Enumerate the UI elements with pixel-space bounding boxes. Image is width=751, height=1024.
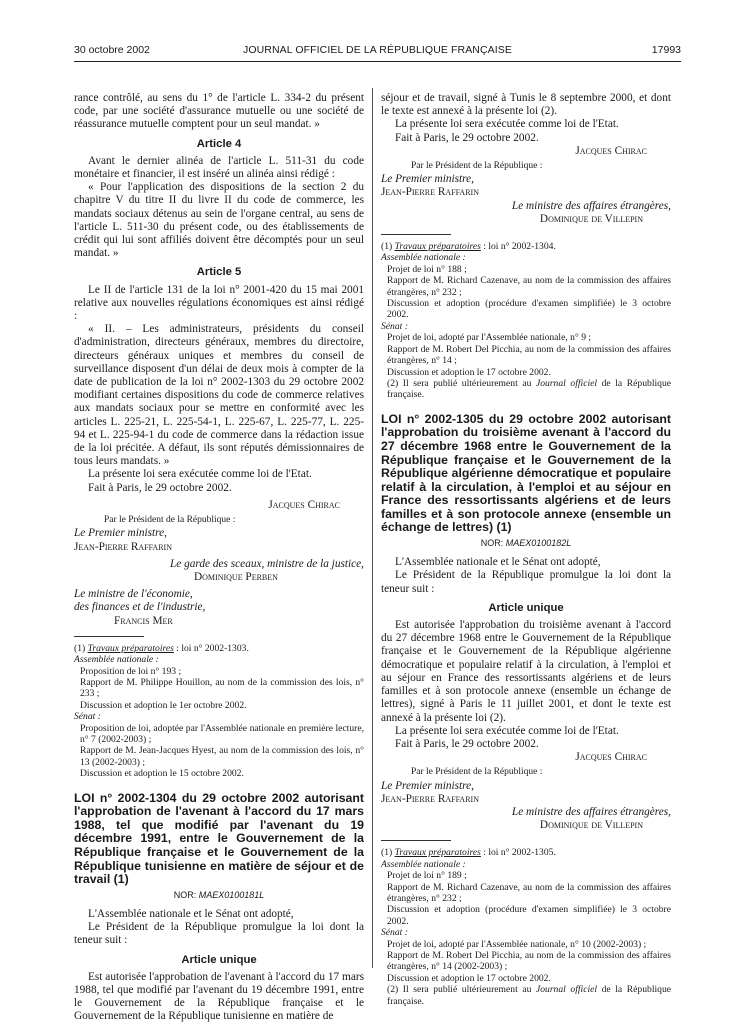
president-signature: Jacques Chirac <box>575 751 647 764</box>
article-unique-heading: Article unique <box>181 953 257 966</box>
travaux-label: Travaux préparatoires <box>394 241 481 253</box>
president-signature: Jacques Chirac <box>268 498 340 511</box>
mae-title: Le ministre des affaires étrangères, <box>511 199 671 212</box>
eco-name: Francis Mer <box>114 614 173 627</box>
execution-clause: La présente loi sera exécutée comme loi de l'Etat. <box>88 468 312 481</box>
eco-title: Le ministre de l'économie, <box>74 588 193 601</box>
pm-title: Le Premier ministre, <box>381 779 474 792</box>
paragraph: Le Président de la République promulgue la loi dont la teneur suit : <box>381 569 671 595</box>
par-president: Par le Président de la République : <box>411 161 543 172</box>
mae-title: Le ministre des affaires étrangères, <box>511 805 671 818</box>
paragraph: Le II de l'article 131 de la loi n° 2001-420 du 15 mai 2001 relative aux nouvelles régulations économiques est ainsi rédigé : <box>74 283 364 323</box>
mae-name: Dominique de Villepin <box>539 212 643 225</box>
garde-title: Le garde des sceaux, ministre de la justice, <box>170 557 364 570</box>
travaux-preparatoires: (1) Travaux préparatoires : loi n° 2002-1304. Assemblée nationale : Projet de loi n° 188 ; Rapport de M. Richard Cazenave, au nom de la commission des affaires étrangères, n° 232 ; Discussion et adoption (procédure d'examen simplifiée) le 3 octobre 2002. Sénat : Projet de loi, adopté par l'Assemblée nationale, n° 9 ; Rapport de M. Robert Del Picchia, au nom de la commission des affaires étrangères, n° 14 ; Discussion et adoption le 17 octobre 2002. (2) Il sera publié ultérieurement au Journal officiel de la République française. <box>381 241 672 401</box>
paragraph: « II. – Les administrateurs, présidents du conseil d'administration, directeurs généraux, membres du directoire, directeurs généraux uniques et membres du conseil de surveillance disposent d'un délai de deux mois à compter de la date de publication de la loi n° 2002-1303 du 29 octobre 2002 modifiant certaines dispositions du code de commerce relatives aux mandats sociaux pour se mettre en conformité avec les articles L. 225-21, L. 225-54-1, L. 225-67, L. 225-77, L. 225-94 et L. 225-94-1 du code de commerce dans la rédaction issue de la loi précitée. A défaut, ils sont réputés démissionnaires de tous leurs mandats. » <box>74 323 364 468</box>
paragraph: séjour et de travail, signé à Tunis le 8 septembre 2000, et dont le texte est annexé à la présente loi (2). <box>381 92 671 118</box>
pm-name: Jean-Pierre Raffarin <box>74 540 172 553</box>
separator <box>381 234 451 235</box>
travaux-label: Travaux préparatoires <box>394 847 481 859</box>
pm-name: Jean-Pierre Raffarin <box>381 792 479 805</box>
separator <box>381 840 451 841</box>
signing-date: Fait à Paris, le 29 octobre 2002. <box>88 481 232 494</box>
page-header <box>74 42 681 60</box>
pm-title: Le Premier ministre, <box>381 173 474 186</box>
pm-title: Le Premier ministre, <box>74 527 167 540</box>
paragraph: « Pour l'application des dispositions de la section 2 du chapitre V du titre II du livre II du code de commerce, les mandats sociaux détenus au sein de l'organe central, au sens de l'article L. 511-30 du présent code, ou des établissements de crédit qui lui sont affiliés doivent être décomptés pour un seul mandat. » <box>74 181 364 260</box>
article-unique-heading: Article unique <box>488 601 564 614</box>
par-president: Par le Président de la République : <box>104 515 236 526</box>
nor-reference: NOR: MAEX0100181L <box>173 889 265 900</box>
par-president: Par le Président de la République : <box>411 767 543 778</box>
signing-date: Fait à Paris, le 29 octobre 2002. <box>395 737 539 750</box>
eco-title-2: des finances et de l'industrie, <box>74 601 206 614</box>
execution-clause: La présente loi sera exécutée comme loi de l'Etat. <box>395 724 619 737</box>
signing-date: Fait à Paris, le 29 octobre 2002. <box>395 131 539 144</box>
travaux-preparatoires: (1) Travaux préparatoires : loi n° 2002-1305. Assemblée nationale : Projet de loi n° 189 ; Rapport de M. Richard Cazenave, au nom de la commission des affaires étrangères, n° 232 ; Discussion et adoption (procédure d'examen simplifiée) le 3 octobre 2002. Sénat : Projet de loi, adopté par l'Assemblée nationale, n° 10 (2002-2003) ; Rapport de M. Robert Del Picchia, au nom de la commission des affaires étrangères, n° 14 (2002-2003) ; Discussion et adoption le 17 octobre 2002. (2) Il sera publié ultérieurement au Journal officiel de la République française. <box>381 847 672 1007</box>
left-column <box>74 92 364 1024</box>
column-divider <box>372 88 373 968</box>
loi-1305-title: LOI n° 2002-1305 du 29 octobre 2002 autorisant l'approbation du troisième avenant à l'accord du 27 décembre 1968 entre le Gouvernement de la République française et le Gouvernement de la République algérienne démocratique et populaire relatif à la circulation, à l'emploi et au séjour en France des ressortissants algériens et de leurs familles et à son protocole annexe (ensemble un échange de lettres) (1) <box>381 411 671 535</box>
paragraph: Est autorisée l'approbation du troisième avenant à l'accord du 27 décembre 1968 entre le Gouvernement de la République française et le Gouvernement de la République algérienne démocratique et populaire relatif à la circulation, à l'emploi et au séjour en France des ressortissants algériens et de leurs familles et à son protocole annexe (ensemble un échange de lettres), signé à Paris le 11 juillet 2001, et dont le texte est annexé à la présente loi (2). <box>381 619 671 724</box>
travaux-label: Travaux préparatoires <box>87 642 174 654</box>
pm-name: Jean-Pierre Raffarin <box>381 186 479 199</box>
loi-1304-title: LOI n° 2002-1304 du 29 octobre 2002 autorisant l'approbation de l'avenant à l'accord du 17 mars 1988, tel que modifié par l'avenant du 19 décembre 1991, entre le Gouvernement de la République française et le Gouvernement de la République tunisienne en matière de séjour et de travail (1) <box>74 790 364 887</box>
header-date: 30 octobre 2002 <box>74 44 150 56</box>
travaux-preparatoires: (1) Travaux préparatoires : loi n° 2002-1303. Assemblée nationale : Proposition de loi n° 193 ; Rapport de M. Philippe Houillon, au nom de la commission des lois, n° 233 ; Discussion et adoption le 1er octobre 2002. Sénat : Proposition de loi, adoptée par l'Assemblée nationale en première lecture, n° 7 (2002-2003) ; Rapport de M. Jean-Jacques Hyest, au nom de la commission des lois, n° 13 (2002-2003) ; Discussion et adoption le 15 octobre 2002. <box>74 642 364 780</box>
article-4-heading: Article 4 <box>196 137 242 150</box>
garde-name: Dominique Perben <box>194 570 278 583</box>
president-signature: Jacques Chirac <box>575 144 647 157</box>
page-number: 17993 <box>651 44 681 56</box>
header-rule <box>74 61 681 62</box>
right-column <box>381 92 671 1007</box>
paragraph: Est autorisée l'approbation de l'avenant à l'accord du 17 mars 1988, tel que modifié par l'avenant du 19 décembre 1991, entre le Gouvernement de la République française et le Gouvernement de la République tunisienne en matière de <box>74 970 364 1023</box>
paragraph: Le Président de la République promulgue la loi dont la teneur suit : <box>74 921 364 947</box>
paragraph: rance contrôlé, au sens du 1° de l'article L. 334-2 du présent code, par une société d'assurance mutuelle ou une société de réassurance mutuelle comptent pour un seul mandat. » <box>74 92 364 131</box>
article-5-heading: Article 5 <box>196 266 242 279</box>
paragraph: L'Assemblée nationale et le Sénat ont adopté, <box>395 556 601 569</box>
execution-clause: La présente loi sera exécutée comme loi de l'Etat. <box>395 118 619 131</box>
header-title: JOURNAL OFFICIEL DE LA RÉPUBLIQUE FRANÇAISE <box>243 44 512 56</box>
separator <box>74 636 144 637</box>
paragraph: Avant le dernier alinéa de l'article L. 511-31 du code monétaire et financier, il est inséré un alinéa ainsi rédigé : <box>74 154 364 181</box>
paragraph: L'Assemblée nationale et le Sénat ont adopté, <box>88 907 294 920</box>
mae-name: Dominique de Villepin <box>539 819 643 832</box>
nor-reference: NOR: MAEX0100182L <box>480 538 572 549</box>
